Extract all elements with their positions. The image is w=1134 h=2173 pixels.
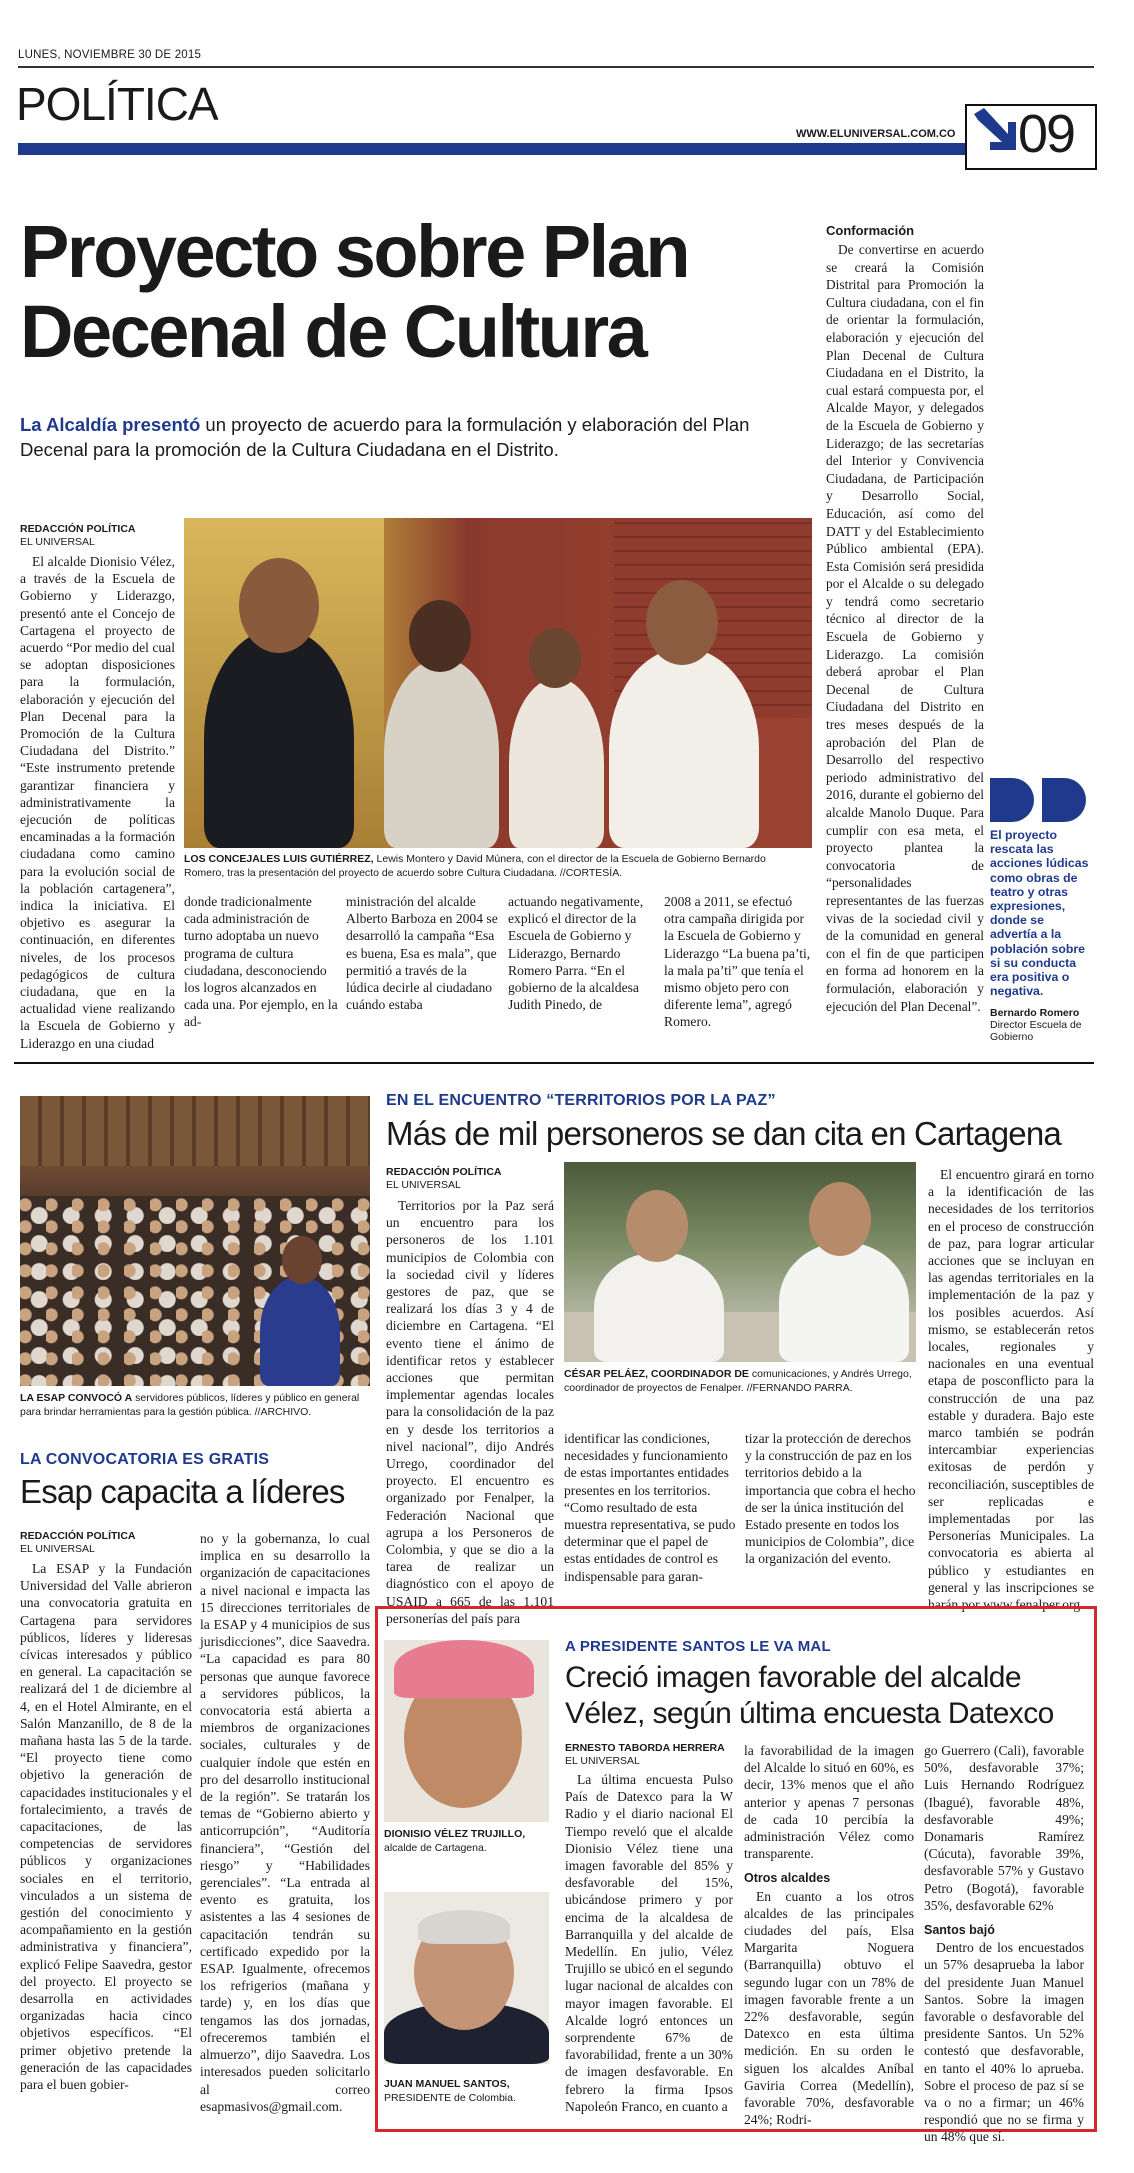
- page-number: 09: [1018, 104, 1075, 164]
- article4-col3-heading: Santos bajó: [924, 1923, 995, 1938]
- article4-col1-text: La última encuesta Pulso País de Datexco para la W Radio y el diario nacional El Tiempo reveló que el alcalde Dionisio Vélez tiene una imagen favorable del 85% y desfavorable del 15%, ubicándose primero y por encima de la alcaldesa de Barranquilla y del alcalde de Medellín. En julio, Vélez Trujillo se ubicó en el segundo lugar nacional de alcaldes con mayor imagen favorable. El Alcalde logró entonces un sorprendente 67% de favorabilidad, frente a un 30% de imagen desfavorable. En febrero la firma Ipsos Napoleón Franco, en cuanto a: [565, 1772, 733, 2114]
- article3-byline-author: REDACCIÓN POLÍTICA: [20, 1530, 136, 1542]
- article2-photo: [564, 1162, 916, 1362]
- velez-caption-bold: DIONISIO VÉLEZ TRUJILLO,: [384, 1828, 526, 1840]
- article2-kicker: EN EL ENCUENTRO “TERRITORIOS POR LA PAZ”: [386, 1092, 776, 1109]
- article1-col3-text: ministración del alcalde Alberto Barboza en 2004 se desarrolló la campaña “Esa es buena, Esa es mala”, que permitió a través de la lúdica decirle al ciudadano cuándo estaba: [346, 894, 498, 1013]
- article1-column-2: [184, 893, 339, 1030]
- article2-col3-text: tizar la protección de derechos y la construcción de paz en los territorios debido a la importancia que cobra el hecho de ser la única institución del Estado presente en todos los municipios de Colombia”, dice la organización del evento.: [745, 1431, 916, 1567]
- quote-author: Bernardo Romero: [990, 1007, 1080, 1019]
- article4-col2b-text: En cuanto a los otros alcaldes de las principales ciudades del país, Elsa Margarita Noguera (Barranquilla) obtuvo el segundo lugar con un 78% de imagen favorable frente a un 22% desfavorable, según Datexco en esta última medición. En su orden le siguen los alcaldes Aníbal Gaviria Correa (Medellín), favorable 70%, desfavorable 24%; Rodri-: [744, 1888, 914, 2128]
- article3-column-1: [20, 1560, 192, 2126]
- article2-headline: Más de mil personeros se dan cita en Cartagena: [386, 1115, 1061, 1152]
- website-url[interactable]: WWW.ELUNIVERSAL.COM.CO: [796, 128, 956, 140]
- santos-photo: [384, 1892, 549, 2064]
- article1-deck: [20, 412, 810, 462]
- header-top-rule: [18, 66, 1094, 68]
- article2-column-4: [928, 1166, 1094, 1613]
- article4-column-2: [744, 1742, 914, 2128]
- article1-deck-rest: un proyecto de acuerdo para la formulación y elaboración del Plan Decenal para la promoción de la Cultura Ciudadana en el Distrito.: [20, 414, 750, 460]
- esap-photo-caption: [20, 1391, 368, 1419]
- caption-rest: Lewis Montero y David Múnera, con el director de la Escuela de Gobierno Bernardo Romero, tras la presentación del proyecto de acuerdo sobre Cultura Ciudadana. //CORTESÍA.: [184, 853, 766, 879]
- article1-col4-text: actuando negativamente, explicó el director de la Escuela de Gobierno y Liderazgo, Bernardo Romero Parra. “En el gobierno de la alcaldesa Judith Pinedo, de: [508, 894, 644, 1013]
- byline-author: REDACCIÓN POLÍTICA: [20, 523, 136, 535]
- article2-caption-rest: comunicaciones, y Andrés Urrego, coordinador de proyectos de Fenalper. //FERNANDO PARRA.: [564, 1368, 912, 1394]
- article4-column-3: [924, 1742, 1084, 2145]
- article4-byline: [565, 1742, 735, 1768]
- esap-photo: [20, 1096, 370, 1386]
- article1-col5-text: 2008 a 2011, se efectuó otra campaña dirigida por la Escuela de Gobierno y Liderazgo “La buena pa’ti, la mala pa’ti” que tenía el mismo objeto pero con diferente lema”, agregó Romero.: [664, 894, 811, 1030]
- article4-byline-author: ERNESTO TABORDA HERRERA: [565, 1742, 725, 1754]
- article1-col2-text: donde tradicionalmente cada administración de turno adoptaba un nuevo programa de cultura ciudadana, desconociendo los logros alcanzados en cada una. Por ejemplo, en la ad-: [184, 894, 338, 1030]
- esap-caption-bold: LA ESAP CONVOCÓ A: [20, 1392, 133, 1404]
- article2-photo-caption: [564, 1367, 916, 1395]
- pull-quote-author: [990, 1007, 1100, 1043]
- quote-role: Director Escuela de Gobierno: [990, 1019, 1082, 1043]
- article1-photo-caption: [184, 852, 808, 880]
- article1-col1-text: El alcalde Dionisio Vélez, a través de la Escuela de Gobierno y Liderazgo, presentó ante el Concejo de Cartagena el proyecto de acuerdo “Por medio del cual se adoptan disposiciones para la formulación, elaboración y ejecución del Plan Decenal para la Promoción de la Cultura Ciudadana del Distrito.” “Este instrumento pretende garantizar financiera y administrativamente la ejecución de políticas encaminadas a la formación ciudadana como camino para la evolución social de la población cartagenera”, indica la iniciativa. El objetivo es asegurar la continuación, en diferentes niveles, de los procesos pedagógicos de cultura ciudadana, que en la actualidad viene realizando la Escuela de Gobierno y Liderazgo en una ciudad: [20, 554, 175, 1051]
- article2-column-1: [386, 1197, 554, 1626]
- sidebar-text: De convertirse en acuerdo se creará la Comisión Distrital para Promoción la Cultura ciudadana, con el fin de orientar la formulación, elaboración y ejecución del Plan Decenal de Cultura Ciudadana en el Distrito, la cual estará compuesta por, el Alcalde Mayor, y delegados de la Escuela de Gobierno y Liderazgo; de las secretarías del Interior y Convivencia Ciudadana, de Participación y Desarrollo Social, Educación, así como del DATT y del Establecimiento Público ambiental (EPA). Esta Comisión será presidida por el Alcalde o su delegado y tendrá como secretario técnico al director de la Escuela de Gobierno y Liderazgo. La comisión deberá aprobar el Plan Decenal de Cultura Ciudadana del Distrito en tres meses después de la aprobación del Plan de Desarrollo del respectivo periodo administrativo del 2016, durante el gobierno del alcalde Manolo Duque. Para cumplir con esa meta, el proyecto plantea la convocatoria de “personalidades representantes de las fuerzas vivas de la sociedad civil y de la comunidad en general con el fin de que participen en forma ad honorem en la formulación, elaboración y ejecución del Plan Decenal”.: [826, 242, 984, 1014]
- section-title: POLÍTICA: [16, 78, 218, 130]
- section-divider: [14, 1062, 1094, 1064]
- article4-column-1: [565, 1771, 733, 2117]
- article3-col2-text: no y la gobernanza, lo cual implica en su desarrollo la organización de capacitaciones a nivel nacional e impacta las 15 direcciones territoriales de la ESAP y 4 municipios de sus jurisdicciones”, dice Saavedra. “La capacidad es para 80 personas que aunque favorece a servidores públicos, la convocatoria está abierta a miembros de organizaciones sociales, culturales y de cualquier índole que estén en pro del desarrollo institucional de la región”. Se tratarán los temas de “Gobierno abierto y anticorrupción”, “Auditoría financiera”, “Gestión del riesgo” y “Habilidades gerenciales”. “La entrada al evento es gratuita, los asistentes a las 4 sesiones de capacitación tendrán su certificado expedido por la ESAP. Igualmente, ofrecemos los refrigerios (mañana y tarde) y, en los días que tengamos las dos jornadas, ofreceremos también el almuerzo”, dijo Saavedra. Los interesados pueden solicitarlo al correo esapmasivos@gmail.com.: [200, 1531, 370, 2114]
- article1-headline: Proyecto sobre Plan Decenal de Cultura: [20, 210, 689, 373]
- velez-caption-rest: alcalde de Cartagena.: [384, 1842, 487, 1854]
- article2-caption-bold: CÉSAR PELÁEZ, COORDINADOR DE: [564, 1368, 749, 1380]
- article3-headline: Esap capacita a líderes: [20, 1473, 345, 1510]
- article3-byline: [20, 1530, 190, 1556]
- article2-byline-paper: EL UNIVERSAL: [386, 1179, 461, 1191]
- article1-column-5: [664, 893, 814, 1030]
- caption-bold: LOS CONCEJALES LUIS GUTIÉRREZ,: [184, 853, 374, 865]
- article3-col1-text: La ESAP y la Fundación Universidad del Valle abrieron una convocatoria gratuita en Cartagena para servidores públicos, líderes y lideresas cívicas interesados y público en general. La capacitación se realizará del 1 de diciembre al 4, en el Hotel Almirante, en el Salón Manzanillo, de 8 de la mañana hasta las 5 de la tarde. “El proyecto tiene como objetivo la generación de capacidades institucionales y el fortalecimiento, a través de capacitaciones, de las competencias de servidores públicos y organizaciones sociales en el territorio, vinculados a un sistema de gestión del conocimiento y acompañamiento en la gestión administrativa y financiera”, explicó Felipe Saavedra, gestor del proyecto. El proyecto se desarrolla en actividades organizadas hacia cinco objetivos específicos. “El primer objetivo pretende la generación de las capacidades para el buen gobier-: [20, 1561, 192, 2093]
- sidebar-heading: Conformación: [826, 223, 915, 238]
- article2-col2-text: identificar las condiciones, necesidades y funcionamiento de estas importantes entidades presentes en los territorios. “Como resultado de esta muestra representativa, se pudo determinar que el papel de estas entidades de control es indispensable para garan-: [564, 1431, 736, 1584]
- article4-col2a-text: la favorabilidad de la imagen del Alcalde lo situó en 60%, es decir, 13% menos que el año anterior y apenas 7 personas de cada 10 percibía la administración Vélez como transparente.: [744, 1743, 914, 1862]
- velez-photo-caption: [384, 1827, 552, 1855]
- article1-column-1: [20, 553, 175, 1051]
- article1-sidebar-text: [826, 241, 984, 1031]
- santos-photo-caption: [384, 2077, 552, 2105]
- arrow-icon: [970, 108, 1016, 158]
- article1-column-4: [508, 893, 658, 1013]
- article2-col4-text: El encuentro girará en torno a la identificación de las necesidades de los territorios en el proceso de construcción de paz, para lograr articular acciones que se incluyan en las agendas territoriales en la implementación de la paz y los posibles acuerdos. Así mismo, se establecerán retos locales, regionales y nacionales en una eventual etapa de posconflicto para la construcción de una paz estable y duradera. Bajo este marco también se podrán intercambiar experiencias exitosas de perdón y reconciliación, susceptibles de ser replicadas e implementadas por las Personerías Municipales. La convocatoria es abierta al público y estudiantes en general y las inscripciones se harán por www.fenalper.org: [928, 1167, 1094, 1613]
- quote-mark-icon: [990, 778, 1094, 822]
- article4-kicker: A PRESIDENTE SANTOS LE VA MAL: [565, 1638, 831, 1655]
- article4-col2-heading: Otros alcaldes: [744, 1871, 831, 1886]
- santos-caption-rest: PRESIDENTE de Colombia.: [384, 2092, 516, 2104]
- article4-col3a-text: go Guerrero (Cali), favorable 50%, desfavorable 37%; Luis Hernando Rodríguez (Ibagué), favorable 48%, desfavorable 49%; Donamaris Ramírez (Cúcuta), favorable 39%, desfavorable 57% y Gustavo Petro (Bogotá), favorable 35%, desfavorable 62%: [924, 1743, 1084, 1913]
- byline-paper: EL UNIVERSAL: [20, 536, 95, 548]
- article2-column-3: [745, 1430, 917, 1580]
- esap-caption-rest: servidores públicos, líderes y público en general para brindar herramientas para la gestión pública. //ARCHIVO.: [20, 1392, 360, 1418]
- article2-column-2: [564, 1430, 736, 1584]
- pull-quote: El proyecto rescata las acciones lúdicas como obras de teatro y otras expresiones, donde se advertía a la población sobre si su conducta era positiva o negativa.: [990, 828, 1089, 999]
- header-blue-rule: [18, 143, 1094, 155]
- article2-col1-text: Territorios por la Paz será un encuentro para los personeros de los 1.101 municipios de Colombia con la sociedad civil y líderes gestores de paz, que se realizará los días 3 y 4 de diciembre en Cartagena. “El evento tiene el ánimo de identificar retos y establecer acciones que permitan implementar agendas locales para la consolidación de la paz en y desde los territorios a nivel nacional”, dijo Andrés Urrego, coordinador del proyecto. El encuentro es organizado por Fenalper, la Federación Nacional que agrupa a los Personeros de Colombia, y que se dio a la tarea de realizar un diagnóstico con el apoyo de USAID a 665 de las 1.101 personerías del país para: [386, 1198, 554, 1626]
- article1-column-3: [346, 893, 501, 1013]
- article3-column-2: [200, 1530, 370, 2126]
- article3-kicker: LA CONVOCATORIA ES GRATIS: [20, 1451, 270, 1468]
- velez-photo: [384, 1640, 549, 1822]
- issue-date: LUNES, NOVIEMBRE 30 DE 2015: [18, 49, 202, 61]
- article2-byline-author: REDACCIÓN POLÍTICA: [386, 1166, 502, 1178]
- article4-byline-paper: EL UNIVERSAL: [565, 1755, 640, 1767]
- article3-byline-paper: EL UNIVERSAL: [20, 1543, 95, 1555]
- article2-byline: [386, 1166, 551, 1192]
- article1-photo: [184, 518, 812, 848]
- santos-caption-bold: JUAN MANUEL SANTOS,: [384, 2078, 510, 2090]
- article1-byline: [20, 523, 175, 549]
- article4-col3b-text: Dentro de los encuestados un 57% desaprueba la labor del presidente Juan Manuel Santos. Sobre la imagen favorable o desfavorable del presidente Santos. Un 52% contestó que desfavorable, en tanto el 40% lo aprueba. Sobre el proceso de paz sí se va o no a firmar; un 46% respondió que no se firma y un 48% que sí.: [924, 1940, 1084, 2145]
- article1-deck-lead: La Alcaldía presentó: [20, 414, 201, 435]
- article4-headline: Creció imagen favorable del alcalde Vélez, según última encuesta Datexco: [565, 1661, 1054, 1730]
